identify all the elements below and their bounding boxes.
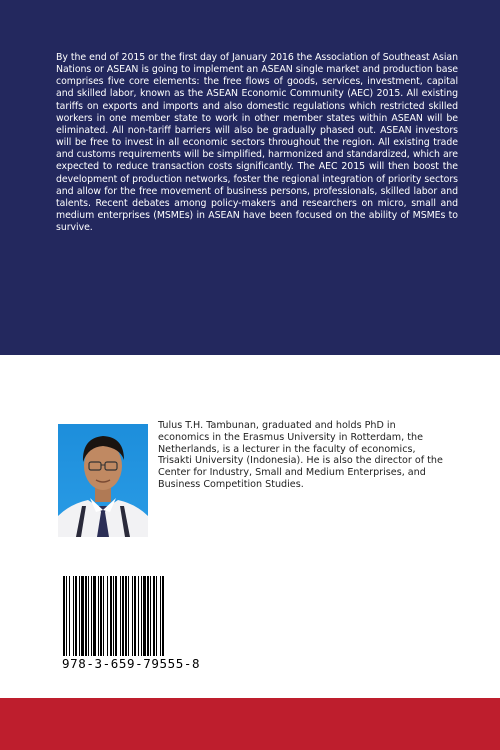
author-bio: Tulus T.H. Tambunan, graduated and holds PhD in economics in the Erasmus University in Rotterdam, the Netherlands, is a lecturer in the faculty of economics, Trisakti University (Indonesia). He is also the director of the Center for Industry, Small and Medium Enterprises, and Business Competition Studies.	[158, 420, 443, 490]
barcode-icon	[62, 576, 204, 656]
book-blurb: By the end of 2015 or the first day of January 2016 the Association of Southeast Asian Nations or ASEAN is going to implement an ASEAN single market and production base comprises five core elements: the free flows of goods, services, investment, capital and skilled labor, known as the ASEAN Economic Community (AEC) 2015. All existing tariffs on exports and imports and also domestic regulations which restricted skilled workers in one member state to work in other member states within ASEAN will be eliminated. All non-tariff barriers will also be gradually phased out. ASEAN investors will be free to invest in all economic sectors throughout the region. All existing trade and customs requirements will be simplified, harmonized and standardized, which are expected to reduce transaction costs significantly. The AEC 2015 will then boost the development of production networks, foster the regional integration of priority sectors and allow for the free movement of business persons, professionals, skilled labor and talents. Recent debates among policy-makers and researchers on micro, small and medium enterprises (MSMEs) in ASEAN have been focused on the ability of MSMEs to survive.	[56, 52, 458, 234]
barcode-area	[58, 572, 208, 677]
isbn-number: 978-3-659-79555-8	[62, 656, 201, 671]
author-photo	[58, 424, 148, 537]
cover-bottom-band	[0, 698, 500, 750]
